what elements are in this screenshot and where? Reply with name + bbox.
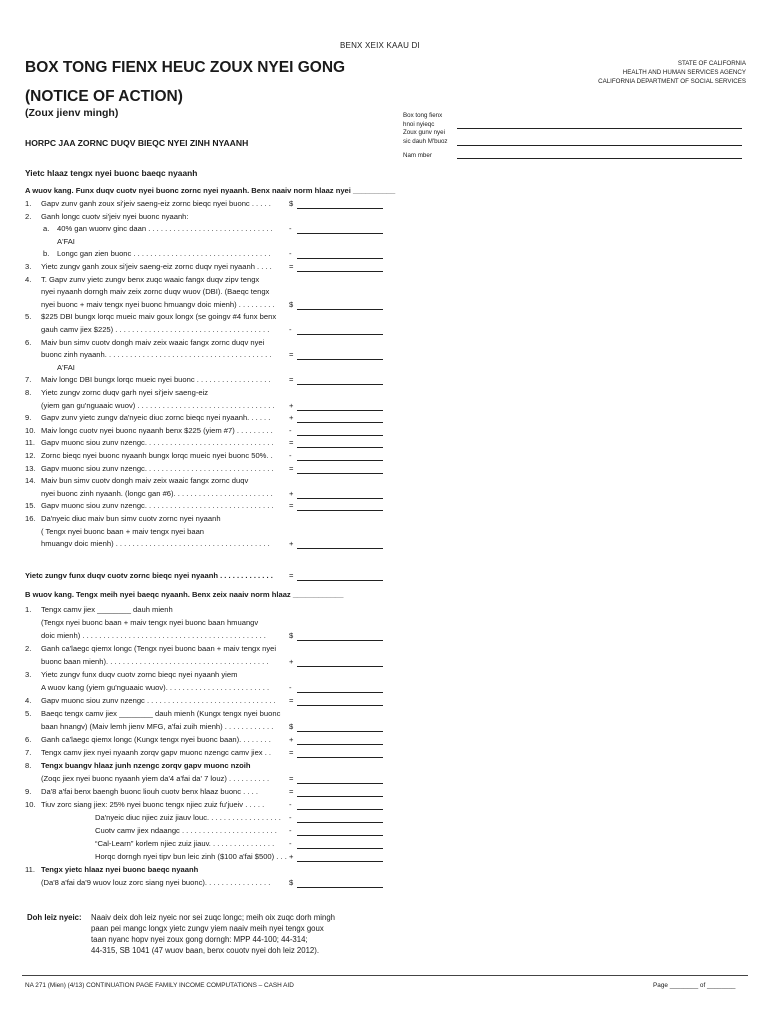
part-a-row-amount-blank[interactable] (297, 498, 383, 499)
main-title: BOX TONG FIENX HEUC ZOUX NYEI GONG (25, 59, 346, 76)
part-a-row (25, 300, 365, 311)
footer-form-id: NA 271 (Mien) (4/13) CONTINUATION PAGE FAMILY INCOME COMPUTATIONS – CASH AID (25, 982, 294, 989)
part-a-row-text: Gapv zunv yietc zungv da'nyeic diuc zornc bieqc nyei nyaanh. . . . . . (41, 413, 271, 423)
part-b-row-number: 4. (25, 696, 32, 705)
part-b-row-amount-blank[interactable] (297, 861, 383, 862)
part-b-row-amount-blank[interactable] (297, 848, 383, 849)
part-b-row (25, 774, 365, 785)
part-a-row (25, 312, 365, 323)
part-a-row (25, 539, 365, 550)
part-b-row-text: Tengx camv jiex nyei nyaanh zorqv gapv muonc nzengc camv jiex . . (41, 748, 272, 757)
part-a-row-text: $225 DBI bungx lorqc mueic maiv goux longx (se goingv #4 funx benx (41, 312, 277, 322)
footnote-line-3: taan nyanc hopv nyei zoux gong dorngh: MPP 44-100; 44-314; (91, 935, 308, 944)
part-b-row-operator: - (289, 683, 292, 692)
part-b-row (25, 761, 365, 772)
case-field-line[interactable] (457, 145, 742, 146)
part-a-row (25, 275, 365, 286)
footer-page-label: Page ________ of ________ (653, 982, 736, 989)
part-a-row-number: 13. (25, 463, 36, 473)
part-a-row-amount-blank[interactable] (297, 334, 383, 335)
part-b-row (25, 722, 365, 733)
part-a-row-amount-blank[interactable] (297, 258, 383, 259)
part-a-row-text: Yietc zungv ganh zoux si'jeiv saeng-eiz zornc duqv nyei nyaanh . . . . (41, 262, 272, 271)
part-a-row-number: 15. (25, 501, 36, 511)
part-a-row-amount-blank[interactable] (297, 548, 383, 549)
part-a-row-number: 10. (25, 425, 36, 435)
part-a-row-amount-blank[interactable] (297, 233, 383, 234)
part-a-row-text: Yietc zungv zornc duqv garh nyei si'jeiv saeng-eiz (41, 388, 209, 397)
part-a-row-operator: $ (289, 299, 294, 309)
part-a-row-operator: = (289, 350, 294, 360)
part-a-row-text: gauh camv jiex $225) . . . . . . . . . . . . . . . . . . . . . . . . . . . . . . . . . . . . . (41, 325, 270, 334)
part-b-row (25, 878, 365, 889)
part-b-row-operator: = (289, 696, 294, 705)
part-a-row-text: Gapv muonc siou zunv nzengc. . . . . . . . . . . . . . . . . . . . . . . . . . . . . . . (41, 463, 274, 473)
part-b-row-number: 6. (25, 735, 32, 744)
part-b-row-amount-blank[interactable] (297, 822, 383, 823)
part-a-row-text: T. Gapv zunv yietc zungv benx zuqc waaic fangx duqv zipv tengx (41, 274, 260, 284)
part-a-row (25, 350, 365, 361)
part-b-row-amount-blank[interactable] (297, 692, 383, 693)
part-a-row-operator: + (289, 413, 294, 423)
part-b-row-operator: = (289, 748, 294, 757)
part-a-row-number: 6. (25, 337, 32, 347)
number-field-line[interactable] (457, 158, 742, 159)
part-b-row-number: 2. (25, 644, 32, 653)
part-a-row-number: a. (43, 224, 50, 234)
part-a-row (25, 501, 365, 512)
case-label-1: Zoux gunv nyei (403, 129, 445, 136)
part-a-row-operator: = (289, 501, 294, 511)
part-a-row (25, 476, 365, 487)
agency-line-3: CALIFORNIA DEPARTMENT OF SOCIAL SERVICES (598, 78, 746, 85)
part-b-row-number: 1. (25, 605, 32, 614)
part-a-row (25, 325, 365, 336)
part-a-row-operator: - (289, 325, 292, 334)
part-a-row-number: 3. (25, 262, 32, 271)
part-b-row-operator: + (289, 735, 294, 744)
part-b-row-operator: + (289, 657, 294, 666)
part-b-row-text: Tengx yietc hlaaz nyei buonc baeqc nyaanh (41, 865, 199, 874)
date-field-line[interactable] (457, 128, 742, 129)
part-a-row (25, 426, 365, 437)
part-b-row (25, 813, 365, 824)
part-b-row-text: Ganh ca'laegc qiemx longc (Kungx tengx nyei buonc baan). . . . . . . . (41, 735, 271, 744)
part-b-row-number: 11. (25, 865, 35, 874)
part-b-row-text: Cuotv camv jiex ndaangc . . . . . . . . . . . . . . . . . . . . . . . (95, 826, 277, 835)
part-b-row-text: Da'8 a'fai benx baengh buonc liouh cuotv benx hlaaz buonc . . . . (41, 787, 258, 796)
part-b-row-text: Tiuv zorc siang jiex: 25% nyei buonc tengx njiec zuiz fu'jueiv . . . . . (41, 800, 265, 809)
part-b-row-amount-blank[interactable] (297, 783, 383, 784)
part-b-row-number: 10. (25, 800, 36, 809)
part-a-row-number: 4. (25, 274, 32, 284)
part-b-row-amount-blank[interactable] (297, 640, 383, 641)
part-a-row-amount-blank[interactable] (297, 384, 383, 385)
part-a-row-text: A'FAI (57, 362, 75, 372)
footnote-line-4: 44-315, SB 1041 (47 wuov baan, benx couotv nyei doh leiz 2012). (91, 946, 319, 955)
part-a-row-amount-blank[interactable] (297, 473, 383, 474)
part-a-row (25, 212, 365, 223)
part-a-row-operator: - (289, 224, 292, 234)
part-b-row-text: Horqc dorngh nyei tipv bun leic zinh ($100 a'fai $500) . . . (95, 852, 287, 861)
part-a-heading: A wuov kang. Funx duqv cuotv nyei buonc zornc nyei nyaanh. Benx naaiv norm hlaaz nyei __________ (25, 186, 396, 195)
part-a-row (25, 237, 365, 248)
part-a-row-amount-blank[interactable] (297, 271, 383, 272)
part-b-row-number: 3. (25, 670, 32, 679)
part-a-row-number: 5. (25, 312, 32, 322)
part-a-row-amount-blank[interactable] (297, 460, 383, 461)
part-b-row (25, 618, 365, 629)
part-a-row-amount-blank[interactable] (297, 309, 383, 310)
part-b-row-operator: $ (289, 722, 294, 731)
part-a-row-amount-blank[interactable] (297, 359, 383, 360)
part-b-row-operator: $ (289, 878, 294, 887)
part-a-row (25, 287, 365, 298)
part-b-row-text: (Da'8 a'fai da'9 wuov louz zorc siang nyei buonc). . . . . . . . . . . . . . . . (41, 878, 271, 887)
part-a-row-text: A'FAI (57, 236, 75, 246)
part-b-row-amount-blank[interactable] (297, 796, 383, 797)
part-a-row (25, 527, 365, 538)
part-b-row (25, 683, 365, 694)
part-a-row (25, 489, 365, 500)
part-a-row (25, 438, 365, 449)
part-a-total (25, 571, 365, 582)
part-a-row-text: Maiv longc DBI bungx lorqc mueic nyei buonc . . . . . . . . . . . . . . . . . . (41, 375, 271, 385)
part-b-row (25, 852, 365, 863)
part-b-row (25, 605, 365, 616)
part-a-row-amount-blank[interactable] (297, 410, 383, 411)
part-b-row-operator: - (289, 839, 292, 848)
part-a-row-text: Gapv zunv ganh zoux si'jeiv saeng-eiz zornc bieqc nyei buonc . . . . . (41, 199, 271, 208)
main-subtitle: (NOTICE OF ACTION) (25, 88, 183, 105)
part-a-row-text: Gapv muonc siou zunv nzengc. . . . . . . . . . . . . . . . . . . . . . . . . . . . . . . (41, 438, 274, 448)
part-b-row-operator: - (289, 813, 292, 822)
part-a-total-label: Yietc zungv funx duqv cuotv zornc bieqc nyei nyaanh . . . . . . . . . . . . . (25, 571, 273, 580)
part-b-row (25, 865, 365, 876)
part-b-row-text: Ganh ca'laegc qiemx longc (Tengx nyei buonc baan + maiv tengx nyei (41, 644, 277, 653)
part-a-row-number: 2. (25, 211, 32, 221)
part-b-heading: B wuov kang. Tengx meih nyei baeqc nyaanh. Benx zeix naaiv norm hlaaz ____________ (25, 590, 344, 599)
part-a-row (25, 199, 365, 210)
part-a-title: Yietc hlaaz tengx nyei buonc baeqc nyaanh (25, 168, 198, 178)
part-b-row-amount-blank[interactable] (297, 666, 383, 667)
part-b-row (25, 670, 365, 681)
part-a-row-amount-blank[interactable] (297, 208, 383, 209)
part-a-row-operator: - (289, 451, 292, 460)
part-a-row (25, 464, 365, 475)
part-b-row-text: Tengx buangv hlaaz junh nzengc zorqv gapv muonc nzoih (41, 761, 251, 770)
part-a-total-sym: = (289, 571, 294, 580)
part-a-row-text: nyei buonc zinh nyaanh. (longc gan #6). . . . . . . . . . . . . . . . . . . . . . . . (41, 488, 273, 498)
part-b-row (25, 748, 365, 759)
part-b-row-operator: = (289, 774, 294, 783)
part-b-row-number: 9. (25, 787, 32, 796)
part-a-row (25, 338, 365, 349)
part-a-row-operator: - (289, 425, 292, 435)
footnote-line-1: Naaiv deix doh leiz nyeic nor sei zuqc longc; meih oix zuqc dorh mingh (91, 913, 335, 922)
part-b-row (25, 709, 365, 720)
part-b-row-text: baan hnangv) (Maiv lemh jienv MFG, a'fai zuih mienh) . . . . . . . . . . . . (41, 722, 274, 731)
part-a-row-operator: $ (289, 199, 294, 208)
part-a-row-text: Ganh longc cuotv si'jeiv nyei buonc nyaanh: (41, 211, 189, 221)
part-a-row-number: 14. (25, 476, 36, 486)
part-a-row-number: 12. (25, 451, 36, 460)
part-b-row-operator: $ (289, 631, 294, 640)
part-a-row (25, 249, 365, 260)
section-heading: HORPC JAA ZORNC DUQV BIEQC NYEI ZINH NYAANH (25, 138, 249, 148)
part-b-row-text: Tengx camv jiex ________ dauh mienh (41, 605, 173, 614)
part-a-row-operator: - (289, 249, 292, 259)
part-a-row-number: 16. (25, 514, 36, 523)
part-a-row-number: 11. (25, 438, 35, 448)
part-b-row-text: Gapv muonc siou zunv nzengc . . . . . . . . . . . . . . . . . . . . . . . . . . . . . . . (41, 696, 276, 705)
part-b-row-text: buonc baan mienh). . . . . . . . . . . . . . . . . . . . . . . . . . . . . . . . . . . . . . . (41, 657, 269, 666)
part-a-row (25, 388, 365, 399)
part-a-row-text: Longc gan zien buonc . . . . . . . . . . . . . . . . . . . . . . . . . . . . . . . . . (57, 249, 271, 259)
agency-line-1: STATE OF CALIFORNIA (677, 60, 746, 67)
part-b-row-amount-blank[interactable] (297, 757, 383, 758)
footnote-label: Doh leiz nyeic: (27, 913, 82, 922)
part-b-row-amount-blank[interactable] (297, 744, 383, 745)
sub-label: (Zoux jienv mingh) (25, 107, 119, 119)
part-a-row-text: ( Tengx nyei buonc baan + maiv tengx nyei baan (41, 526, 205, 536)
part-a-row-operator: = (289, 375, 294, 385)
part-b-row-operator: - (289, 826, 292, 835)
part-b-row-text: “Cal-Learn” korlem njiec zuiz jiauv. . . . . . . . . . . . . . . . (95, 839, 275, 848)
agency-line-2: HEALTH AND HUMAN SERVICES AGENCY (622, 69, 746, 76)
part-a-row-operator: + (289, 488, 294, 498)
part-b-row-amount-blank[interactable] (297, 887, 383, 888)
date-label-1: Box tong fienx (403, 112, 443, 119)
part-b-row (25, 787, 365, 798)
part-a-row (25, 413, 365, 424)
part-a-row-text: nyei buonc + maiv tengx nyei buonc hmuangv doic mienh) . . . . . . . . . (41, 299, 275, 309)
part-b-row-operator: + (289, 852, 294, 861)
part-a-row-text: buonc zinh nyaanh. . . . . . . . . . . . . . . . . . . . . . . . . . . . . . . . . . . . . . . . (41, 350, 272, 360)
part-a-row (25, 401, 365, 412)
part-a-row (25, 514, 365, 525)
part-a-row-number: 9. (25, 413, 32, 423)
part-b-row-text: (Tengx nyei buonc baan + maiv tengx nyei buonc baan hmuangv (41, 618, 259, 627)
part-b-row (25, 644, 365, 655)
part-b-row-text: Da'nyeic diuc njiec zuiz jiauv louc. . . . . . . . . . . . . . . . . . (95, 813, 281, 822)
part-b-row-operator: = (289, 787, 294, 796)
part-b-row (25, 826, 365, 837)
part-a-row-text: Maiv bun simv cuotv dongh maiv zeix waaic fangx zornc duqv (41, 476, 249, 486)
part-a-row-amount-blank[interactable] (297, 447, 383, 448)
part-b-row-text: A wuov kang (yiem gu'nguaaic wuov). . . . . . . . . . . . . . . . . . . . . . . . . (41, 683, 270, 692)
part-b-row-number: 7. (25, 748, 32, 757)
footer-rule (22, 975, 748, 976)
part-a-row (25, 363, 365, 374)
part-a-row-text: (yiem gan gu'nguaaic wuov) . . . . . . . . . . . . . . . . . . . . . . . . . . . . . . . . . (41, 400, 275, 410)
part-b-row-amount-blank[interactable] (297, 835, 383, 836)
part-a-row-operator: = (289, 463, 294, 473)
part-a-row-operator: = (289, 438, 294, 448)
part-b-row-amount-blank[interactable] (297, 705, 383, 706)
form-top-title: BENX XEIX KAAU DI (340, 41, 420, 50)
part-b-row-amount-blank[interactable] (297, 809, 383, 810)
part-b-row-amount-blank[interactable] (297, 731, 383, 732)
part-a-row-text: hmuangv doic mienh) . . . . . . . . . . . . . . . . . . . . . . . . . . . . . . . . . . . . . (41, 539, 270, 549)
part-b-row (25, 839, 365, 850)
part-b-row (25, 800, 365, 811)
date-label-2: hnoi nyieqc (403, 121, 435, 128)
part-a-row (25, 224, 365, 235)
part-a-row-operator: + (289, 400, 294, 410)
part-b-row (25, 631, 365, 642)
part-a-total-blank[interactable] (297, 580, 383, 581)
footnote-line-2: paan pei mangc longx yietc zungv yiem naaiv meih nyei tengx goux (91, 924, 324, 933)
case-label-2: sic dauh M'buoz (403, 138, 448, 145)
part-b-row (25, 657, 365, 668)
part-b-row-text: Yietc zungv funx duqv cuotv zornc bieqc nyei nyaanh yiem (41, 670, 238, 679)
number-label: Nam mber (403, 152, 432, 159)
part-a-row-text: Gapv muonc siou zunv nzengc. . . . . . . . . . . . . . . . . . . . . . . . . . . . . . . (41, 501, 274, 511)
part-a-row-number: 7. (25, 375, 32, 385)
part-a-row (25, 375, 365, 386)
part-b-row-text: Baeqc tengx camv jiex ________ dauh mienh (Kungx tengx nyei buonc (41, 709, 281, 718)
part-a-row-operator: = (289, 262, 294, 271)
part-a-row-number: 8. (25, 388, 32, 397)
part-b-row-operator: - (289, 800, 292, 809)
part-b-row (25, 735, 365, 746)
part-a-row-text: Zornc bieqc nyei buonc nyaanh bungx lorqc mueic nyei buonc 50%. . (41, 451, 273, 460)
part-b-row (25, 696, 365, 707)
part-a-row-amount-blank[interactable] (297, 510, 383, 511)
part-a-row-text: Maiv longc cuotv nyei buonc nyaanh benx $225 (yiem #7) . . . . . . . . . (41, 425, 273, 435)
part-b-row-text: doic mienh) . . . . . . . . . . . . . . . . . . . . . . . . . . . . . . . . . . . . . . . . . . . . (41, 631, 266, 640)
part-a-row-number: 1. (25, 199, 32, 208)
part-a-row-amount-blank[interactable] (297, 422, 383, 423)
part-a-row-text: Da'nyeic diuc maiv bun simv cuotv zornc nyei nyaanh (41, 514, 221, 523)
part-a-row (25, 451, 365, 462)
part-a-row-amount-blank[interactable] (297, 435, 383, 436)
part-a-row-text: nyei nyaanh dorngh maiv zeix zornc duqv wuov (DBI). (Baeqc tengx (41, 287, 270, 297)
part-b-row-number: 8. (25, 761, 32, 770)
part-a-row (25, 262, 365, 273)
part-a-row-text: 40% gan wuonv ginc daan . . . . . . . . . . . . . . . . . . . . . . . . . . . . . . (57, 224, 273, 234)
part-b-row-number: 5. (25, 709, 32, 718)
part-a-row-operator: + (289, 539, 294, 549)
part-a-row-number: b. (43, 249, 50, 259)
part-a-row-text: Maiv bun simv cuotv dongh maiv zeix waaic fangx zornc duqv nyei (41, 337, 265, 347)
part-b-row-text: (Zoqc jiex nyei buonc nyaanh yiem da'4 a'fai da' 7 louz) . . . . . . . . . . (41, 774, 270, 783)
